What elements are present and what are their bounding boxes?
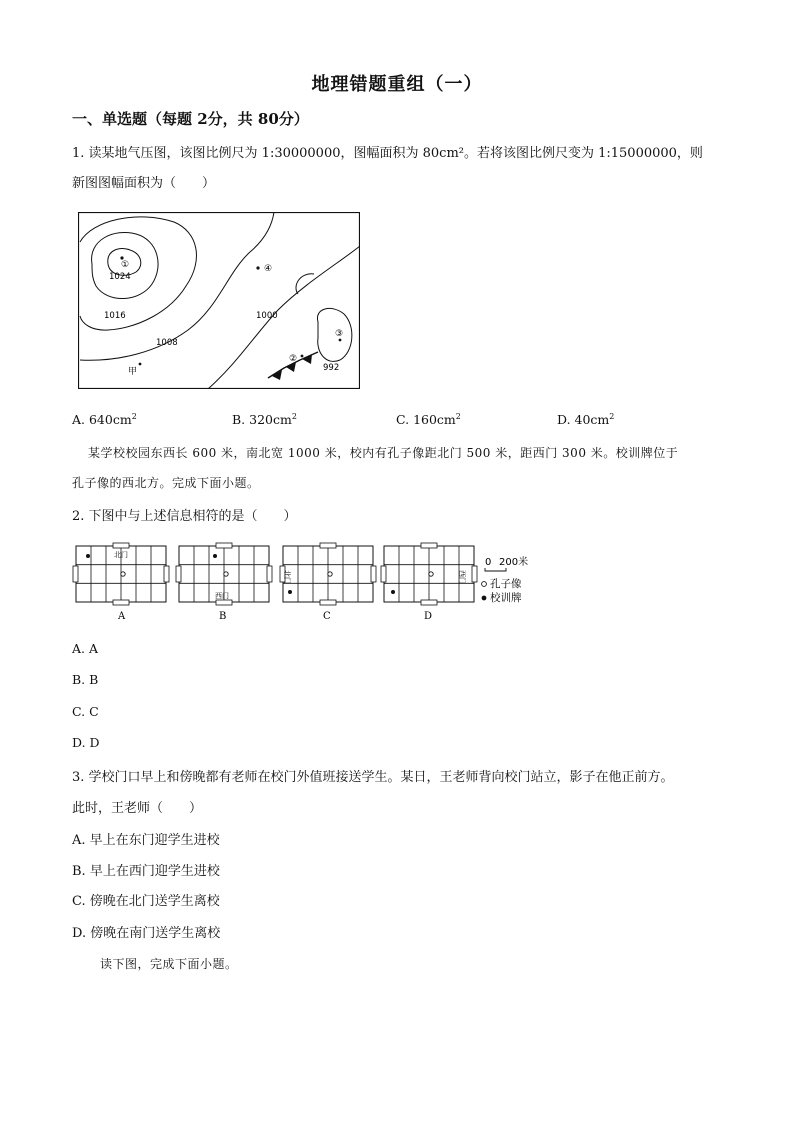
legend-statue-icon bbox=[482, 582, 487, 587]
label-p1: ① bbox=[121, 260, 130, 270]
q1-option-c[interactable]: C. $160cm^2$ bbox=[396, 412, 461, 428]
passage1-line2: 孔子像的西北方。完成下面小题。 bbox=[72, 476, 260, 490]
label-d: D bbox=[424, 611, 433, 622]
school-diagram bbox=[72, 542, 542, 627]
label-1008: 1008 bbox=[156, 338, 178, 348]
dot-jia bbox=[139, 363, 142, 366]
c-north-gate-label: 北门 bbox=[283, 570, 291, 584]
b-west-gate-label: 西门 bbox=[215, 592, 229, 600]
q3-option-b[interactable]: B. 早上在西门迎学生进校 bbox=[72, 864, 220, 879]
q1-option-a[interactable]: A. $640cm^2$ bbox=[72, 412, 137, 428]
d-west-gate-label: 西门 bbox=[458, 570, 466, 584]
label-1024: 1024 bbox=[109, 272, 131, 282]
q3-option-c[interactable]: C. 傍晚在北门送学生离校 bbox=[72, 894, 220, 909]
passage2: 读下图，完成下面小题。 bbox=[100, 957, 238, 971]
q3-option-d[interactable]: D. 傍晚在南门送学生离校 bbox=[72, 926, 221, 941]
legend-sign: 校训牌 bbox=[490, 592, 522, 604]
section-heading: 一、单选题（每题 2分，共 80分） bbox=[72, 110, 309, 128]
q2-option-d[interactable]: D. D bbox=[72, 735, 100, 750]
q3-stem-line1: 3. 学校门口早上和傍晚都有老师在校门外值班接送学生。某日，王老师背向校门站立，影子在他正前方。 bbox=[72, 770, 674, 785]
school-d bbox=[381, 543, 477, 605]
label-p3: ③ bbox=[335, 329, 344, 339]
label-p2: ② bbox=[289, 354, 298, 364]
label-p4: ④ bbox=[264, 264, 273, 274]
dot-4 bbox=[256, 266, 259, 269]
label-a: A bbox=[118, 611, 126, 622]
scale-value: 200米 bbox=[499, 557, 529, 568]
school-a bbox=[73, 543, 169, 605]
label-1016: 1016 bbox=[104, 311, 126, 321]
label-1000: 1000 bbox=[256, 311, 278, 321]
legend-statue: 孔子像 bbox=[490, 578, 522, 590]
map-border bbox=[79, 213, 360, 389]
q2-option-c[interactable]: C. C bbox=[72, 704, 99, 719]
q1-stem-line2: 新图图幅面积为（ ） bbox=[72, 176, 216, 191]
a-north-gate-label: 北门 bbox=[114, 551, 128, 559]
q2-option-a[interactable]: A. A bbox=[72, 641, 99, 656]
scale-bar bbox=[485, 568, 506, 571]
dot-3 bbox=[339, 339, 342, 342]
legend-sign-icon bbox=[482, 596, 487, 601]
q2-stem: 2. 下图中与上述信息相符的是（ ） bbox=[72, 509, 297, 524]
page-title: 地理错题重组（一） bbox=[311, 74, 483, 95]
label-992: 992 bbox=[323, 363, 340, 373]
school-c bbox=[280, 543, 376, 605]
school-b bbox=[176, 543, 272, 605]
passage1-line1: 某学校校园东西长 600 米，南北宽 1000 米，校内有孔子像距北门 500 米，距西门 300 米。校训牌位于 bbox=[88, 446, 679, 460]
label-c: C bbox=[323, 611, 331, 622]
q1-stem-line1: 1. 读某地气压图，该图比例尺为 1:30000000，图幅面积为 80cm²。若将该图比例尺变为 1:15000000，则 bbox=[72, 146, 703, 161]
q1-option-d[interactable]: D. $40cm^2$ bbox=[557, 412, 615, 428]
q1-option-b[interactable]: B. $320cm^2$ bbox=[232, 412, 297, 428]
pressure-map bbox=[78, 212, 360, 389]
q3-stem-line2: 此时，王老师（ ） bbox=[72, 801, 203, 816]
label-jia: 甲 bbox=[128, 367, 138, 377]
scale-zero: 0 bbox=[485, 557, 492, 568]
q2-option-b[interactable]: B. B bbox=[72, 672, 99, 687]
dot-2 bbox=[301, 355, 304, 358]
label-b: B bbox=[219, 611, 227, 622]
q3-option-a[interactable]: A. 早上在东门迎学生进校 bbox=[72, 833, 220, 848]
